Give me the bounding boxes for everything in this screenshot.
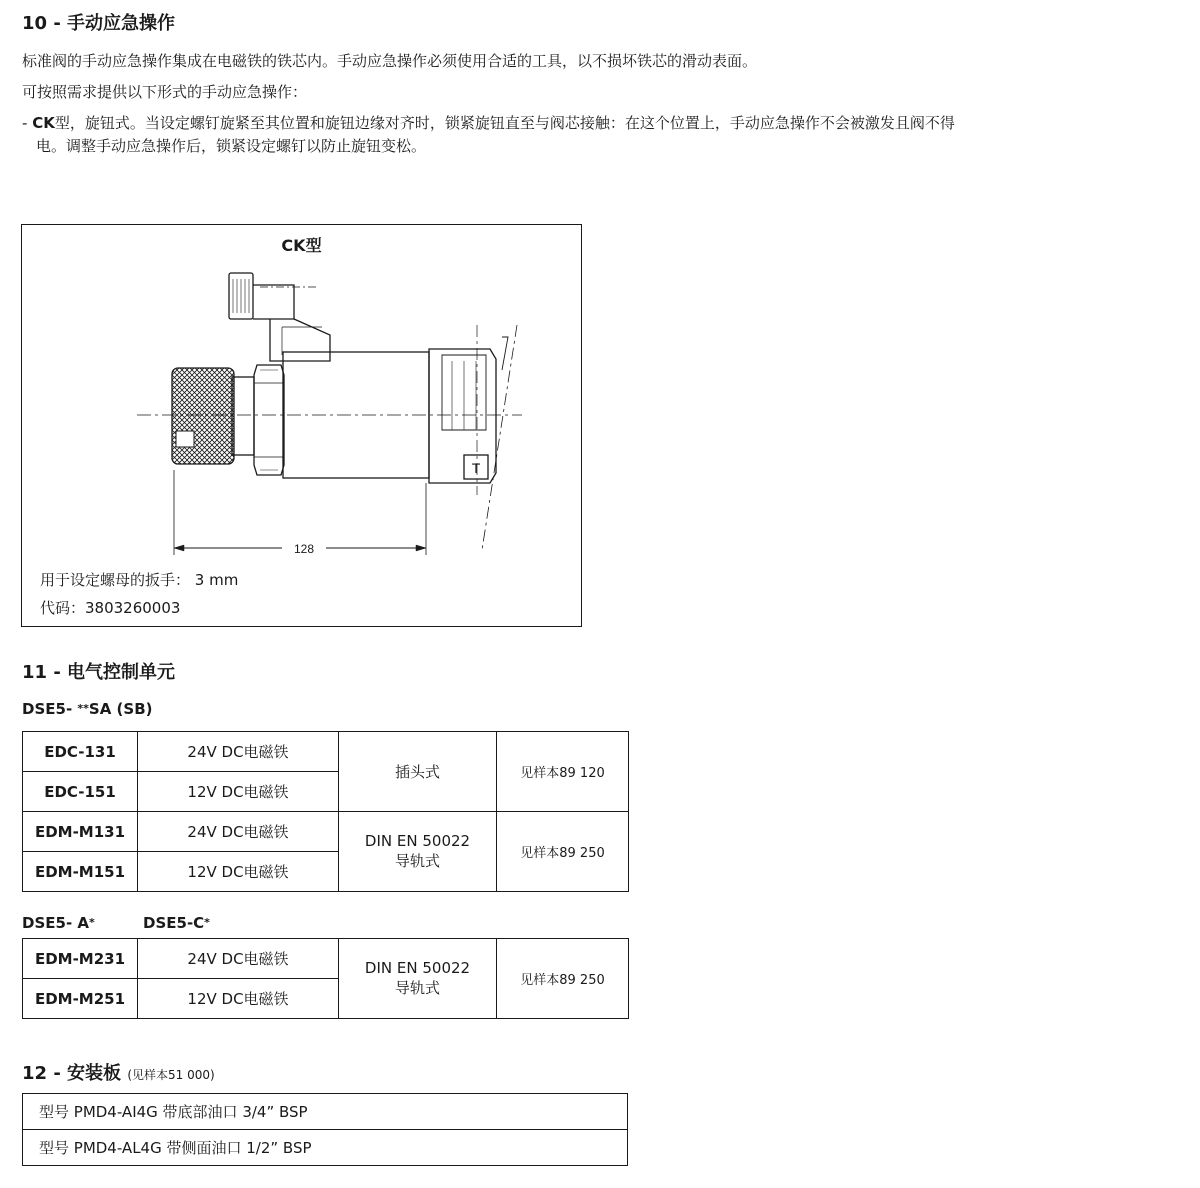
hex-nut [254,365,284,475]
ref-cell: 见样本89 120 [497,732,629,812]
ck-diagram-box [21,224,582,627]
table-row [23,1130,628,1166]
wrench-size-note: 用于设定螺母的扳手： 3 mm [40,571,239,589]
table-row [23,939,629,979]
voltage-cell: 12V DC电磁铁 [138,772,339,812]
bullet-text: 型，旋钮式。当设定螺钉旋紧至其位置和旋钮边缘对齐时，锁紧旋钮直至与阀芯接触：在这个位置上，手动应急操作不会被激发且阀不得 [54,114,955,132]
model-cell: EDM-M251 [23,979,138,1019]
dimension-label: 128 [293,542,315,556]
knob-collar [232,377,254,455]
dse5-c-heading: DSE5-C* [143,914,210,932]
plate-cell: 型号 PMD4-AI4G 带底部油口 3/4” BSP [23,1094,628,1130]
control-unit-table-2 [22,938,629,1019]
section-11-title: 11 - 电气控制单元 [22,662,176,683]
model-cell: EDC-131 [23,732,138,772]
plate-cell: 型号 PMD4-AL4G 带侧面油口 1/2” BSP [23,1130,628,1166]
model-cell: EDM-M231 [23,939,138,979]
section-10-para1: 标准阀的手动应急操作集成在电磁铁的铁芯内。手动应急操作必须使用合适的工具，以不损坏铁芯的滑动表面。 [22,52,758,70]
bullet-prefix: - [22,114,33,132]
section-10-title: 10 - 手动应急操作 [22,13,176,34]
type-cell: 插头式 [339,732,497,812]
ref-cell: 见样本89 250 [497,812,629,892]
ck-diagram-title: CK型 [281,236,322,255]
voltage-cell: 24V DC电磁铁 [138,812,339,852]
bullet-bold-term: CK [32,114,55,132]
table-row [23,1094,628,1130]
section-12-note: (见样本51 000) [127,1068,215,1082]
ck-bullet-line2: 电。调整手动应急操作后，锁紧设定螺钉以防止旋钮变松。 [36,137,427,155]
voltage-cell: 12V DC电磁铁 [138,852,339,892]
model-cell: EDM-M131 [23,812,138,852]
ck-solenoid-drawing [112,265,532,565]
voltage-cell: 24V DC电磁铁 [138,939,339,979]
table-row [23,812,629,852]
set-screw [176,431,194,447]
knurled-knob [172,368,234,464]
type-cell: DIN EN 50022 导轨式 [339,939,497,1019]
type-cell: DIN EN 50022 导轨式 [339,812,497,892]
ref-cell: 见样本89 250 [497,939,629,1019]
section-10-para2: 可按照需求提供以下形式的手动应急操作： [22,83,308,101]
mounting-plate-table [22,1093,628,1166]
connector-housing-top [253,285,294,319]
connector-housing [270,319,330,361]
voltage-cell: 12V DC电磁铁 [138,979,339,1019]
voltage-cell: 24V DC电磁铁 [138,732,339,772]
table-row [23,732,629,772]
section-12-title: 12 - 安装板 (见样本51 000) [22,1063,215,1084]
model-cell: EDM-M151 [23,852,138,892]
t-label: T [471,460,481,476]
ck-bullet-line1 [22,113,955,134]
part-code-note: 代码：3803260003 [40,599,181,617]
control-unit-table-1 [22,731,629,892]
model-cell: EDC-151 [23,772,138,812]
dse5-a-heading: DSE5- A* [22,914,95,932]
dse5-sa-heading: DSE5- **SA (SB) [22,700,153,718]
